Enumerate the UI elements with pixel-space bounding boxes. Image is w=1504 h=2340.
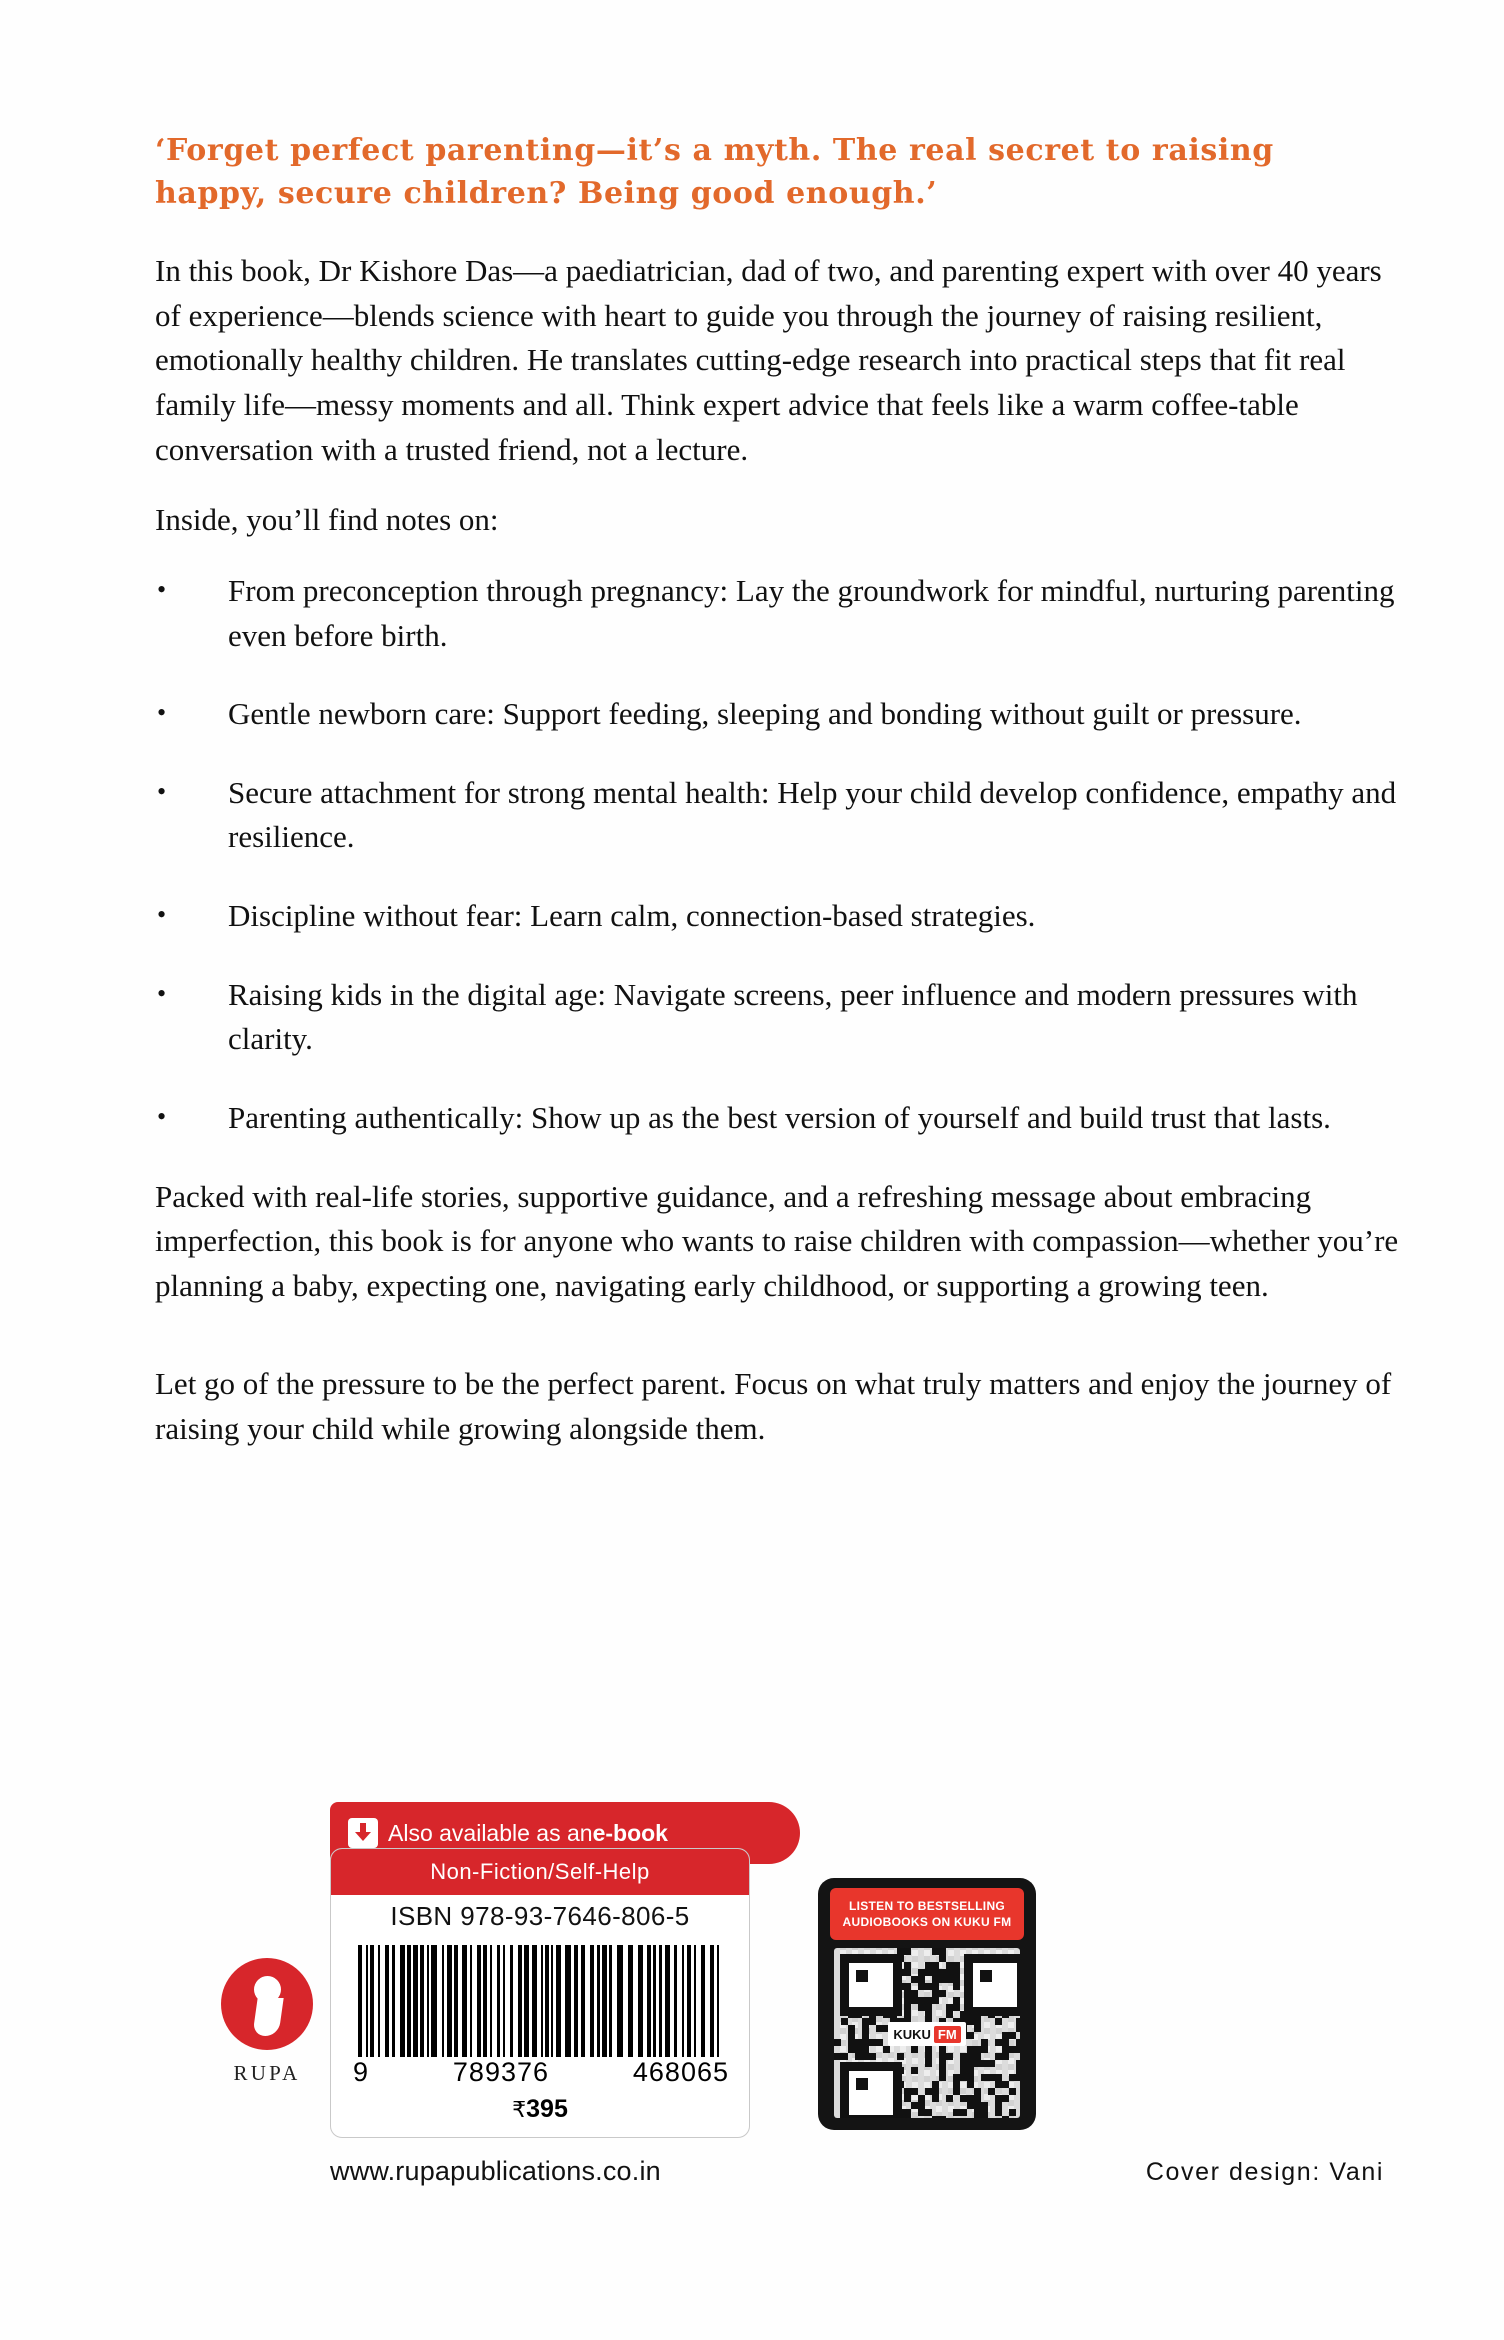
barcode-digits [353,2057,729,2088]
list-item-text: Parenting authentically: Show up as the best version of yourself and build trust that lasts. [228,1099,1331,1135]
bullet-icon: • [157,574,167,604]
download-icon [348,1818,378,1848]
price-value: 395 [526,2095,568,2123]
list-item-text: Gentle newborn care: Support feeding, sleeping and bonding without guilt or pressure. [228,696,1302,732]
publisher-website[interactable]: www.rupapublications.co.in [330,2156,661,2186]
barcode-bars [358,1945,724,2057]
list-item [155,692,1400,737]
kuku-fm-promo[interactable] [818,1878,1036,2130]
cover-copy [155,130,1400,1478]
kuku-badge-name: KUKU [893,2026,931,2042]
kuku-headline: LISTEN TO BESTSELLING AUDIOBOOKS ON KUKU FM [830,1888,1024,1940]
list-item [155,569,1400,658]
barcode-digit-mid: 789376 [452,2057,550,2087]
list-item [155,894,1400,939]
rupa-mark-icon [221,1958,313,2050]
kuku-badge [888,2022,966,2046]
barcode-digit-left: 9 [353,2057,370,2087]
list-item [155,1096,1400,1141]
price-label [331,2095,749,2124]
tagline: ‘Forget perfect parenting—it’s a myth. The real secret to raising happy, secure children? Being good enough.’ [155,133,1274,211]
list-item [155,771,1400,860]
ebook-banner-text: Also available as an [388,1819,593,1846]
currency-symbol: ₹ [512,2097,527,2122]
list-item-text: Raising kids in the digital age: Navigate screens, peer influence and modern pressures with clarity. [228,976,1358,1057]
list-item [155,973,1400,1062]
list-item-text: Discipline without fear: Learn calm, connection-based strategies. [228,898,1036,934]
barcode-block [330,1848,750,2138]
genre-label: Non-Fiction/Self-Help [331,1849,749,1895]
cover-design-credit: Cover design: Vani [1145,2158,1384,2186]
bullet-icon: • [157,776,167,806]
list-item-text: From preconception through pregnancy: Lay the groundwork for mindful, nurturing parenting even before birth. [228,572,1395,653]
cover-footer [0,1790,1504,2340]
bullet-icon: • [157,978,167,1008]
publisher-logo [212,1958,322,2086]
packed-paragraph: Packed with real-life stories, supportive guidance, and a refreshing message about embracing imperfection, this book is for anyone who wants to raise children with compassion—whether you’re planning a baby, expecting one, navigating early childhood, or supporting a growing teen. [155,1178,1399,1303]
publisher-name: RUPA [233,2061,301,2085]
paragraph-spacer [155,1334,1400,1362]
inside-lead: Inside, you’ll find notes on: [155,502,499,538]
qr-code[interactable] [834,1948,1020,2118]
list-item-text: Secure attachment for strong mental health: Help your child develop confidence, empathy and resilience. [228,774,1397,855]
ebook-banner-bold: e-book [592,1819,668,1846]
isbn-text: ISBN 978-93-7646-806-5 [390,1901,690,1931]
feature-list [155,569,1400,1141]
kuku-badge-fm: FM [934,2026,961,2043]
bullet-icon: • [157,698,167,728]
bullet-icon: • [157,900,167,930]
closing-paragraph: Let go of the pressure to be the perfect parent. Focus on what truly matters and enjoy the journey of raising your child while growing alongside them. [155,1366,1392,1447]
intro-paragraph: In this book, Dr Kishore Das—a paediatrician, dad of two, and parenting expert with over 40 years of experience—blends science with heart to guide you through the journey of raising resilient, emotionally healthy children. He translates cutting-edge research into practical steps that fit real family life—messy moments and all. Think expert advice that feels like a warm coffee-table conversation with a trusted friend, not a lecture. [155,253,1382,467]
barcode-digit-right: 468065 [632,2057,729,2087]
bullet-icon: • [157,1101,167,1131]
